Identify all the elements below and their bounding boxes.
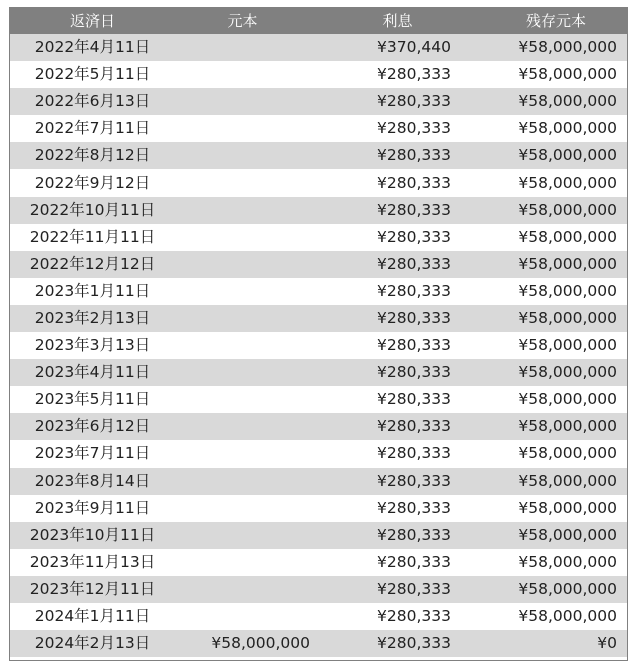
interest-cell: ¥280,333	[377, 308, 451, 327]
balance-cell: ¥58,000,000	[518, 363, 617, 382]
principal-cell	[175, 468, 310, 495]
balance-cell: ¥58,000,000	[518, 65, 617, 84]
table-row	[10, 61, 627, 88]
interest-cell: ¥280,333	[377, 336, 451, 355]
date-cell: 2023年6月12日	[34, 417, 151, 436]
balance-cell: ¥58,000,000	[518, 173, 617, 192]
date-cell: 2023年9月11日	[34, 498, 151, 517]
balance-cell: ¥58,000,000	[518, 498, 617, 517]
date-cell: 2023年11月13日	[29, 552, 156, 571]
table-row	[10, 468, 627, 495]
table-row	[10, 359, 627, 386]
interest-cell: ¥280,333	[377, 579, 451, 598]
date-cell: 2022年6月13日	[34, 92, 151, 111]
date-cell: 2022年10月11日	[29, 200, 156, 219]
interest-cell: ¥280,333	[377, 173, 451, 192]
date-cell: 2022年5月11日	[34, 65, 151, 84]
interest-cell: ¥280,333	[377, 607, 451, 626]
date-cell: 2023年10月11日	[29, 525, 156, 544]
date-cell: 2022年12月12日	[29, 254, 156, 273]
table-row	[10, 169, 627, 196]
interest-cell: ¥280,333	[377, 634, 451, 653]
date-cell: 2022年9月12日	[34, 173, 151, 192]
table-row	[10, 603, 627, 630]
table-row	[10, 34, 627, 61]
principal-cell	[175, 305, 310, 332]
balance-cell: ¥58,000,000	[518, 607, 617, 626]
date-cell: 2024年1月11日	[34, 607, 151, 626]
date-cell: 2023年8月14日	[34, 471, 151, 490]
balance-cell: ¥58,000,000	[518, 525, 617, 544]
interest-cell: ¥280,333	[377, 119, 451, 138]
interest-cell: ¥280,333	[377, 200, 451, 219]
principal-cell	[175, 522, 310, 549]
repayment-table	[10, 8, 627, 657]
principal-cell	[175, 359, 310, 386]
interest-cell: ¥280,333	[377, 363, 451, 382]
balance-cell: ¥58,000,000	[518, 119, 617, 138]
table-row	[10, 522, 627, 549]
header-balance: 残存元本	[525, 12, 586, 30]
repayment-schedule	[9, 7, 628, 661]
balance-cell: ¥58,000,000	[518, 417, 617, 436]
balance-cell: ¥58,000,000	[518, 92, 617, 111]
principal-cell	[175, 61, 310, 88]
balance-cell: ¥58,000,000	[518, 254, 617, 273]
interest-cell: ¥280,333	[377, 471, 451, 490]
header-principal: 元本	[227, 12, 258, 30]
balance-cell: ¥58,000,000	[518, 281, 617, 300]
interest-cell: ¥280,333	[377, 525, 451, 544]
principal-cell	[175, 549, 310, 576]
balance-cell: ¥58,000,000	[518, 552, 617, 571]
date-cell: 2023年12月11日	[29, 579, 156, 598]
principal-cell	[175, 386, 310, 413]
table-header-row	[10, 8, 627, 34]
table-row	[10, 197, 627, 224]
balance-cell: ¥58,000,000	[518, 390, 617, 409]
interest-cell: ¥280,333	[377, 65, 451, 84]
interest-cell: ¥280,333	[377, 498, 451, 517]
principal-cell	[175, 495, 310, 522]
date-cell: 2022年11月11日	[29, 227, 156, 246]
date-cell: 2023年4月11日	[34, 363, 151, 382]
interest-cell: ¥280,333	[377, 444, 451, 463]
header-interest: 利息	[382, 12, 413, 30]
principal-cell	[175, 88, 310, 115]
principal-cell	[175, 332, 310, 359]
table-row	[10, 630, 627, 657]
balance-cell: ¥58,000,000	[518, 200, 617, 219]
table-row	[10, 332, 627, 359]
date-cell: 2023年3月13日	[34, 336, 151, 355]
table-row	[10, 88, 627, 115]
date-cell: 2023年2月13日	[34, 308, 151, 327]
interest-cell: ¥280,333	[377, 390, 451, 409]
table-row	[10, 440, 627, 467]
balance-cell: ¥58,000,000	[518, 444, 617, 463]
balance-cell: ¥58,000,000	[518, 308, 617, 327]
interest-cell: ¥370,440	[377, 38, 451, 57]
interest-cell: ¥280,333	[377, 92, 451, 111]
principal-cell	[175, 142, 310, 169]
principal-cell	[175, 34, 310, 61]
table-row	[10, 549, 627, 576]
table-row	[10, 386, 627, 413]
header-date: 返済日	[69, 12, 115, 30]
balance-cell: ¥58,000,000	[518, 336, 617, 355]
date-cell: 2023年5月11日	[34, 390, 151, 409]
balance-cell: ¥0	[597, 634, 617, 653]
interest-cell: ¥280,333	[377, 417, 451, 436]
principal-cell	[175, 197, 310, 224]
principal-cell	[175, 603, 310, 630]
table-row	[10, 495, 627, 522]
principal-cell: ¥58,000,000	[211, 634, 310, 653]
principal-cell	[175, 440, 310, 467]
principal-cell	[175, 115, 310, 142]
principal-cell	[175, 413, 310, 440]
date-cell: 2023年1月11日	[34, 281, 151, 300]
interest-cell: ¥280,333	[377, 281, 451, 300]
principal-cell	[175, 251, 310, 278]
table-row	[10, 576, 627, 603]
table-row	[10, 115, 627, 142]
date-cell: 2023年7月11日	[34, 444, 151, 463]
table-row	[10, 251, 627, 278]
date-cell: 2022年4月11日	[34, 38, 151, 57]
table-row	[10, 278, 627, 305]
balance-cell: ¥58,000,000	[518, 38, 617, 57]
table-row	[10, 305, 627, 332]
table-row	[10, 224, 627, 251]
date-cell: 2022年8月12日	[34, 146, 151, 165]
interest-cell: ¥280,333	[377, 146, 451, 165]
balance-cell: ¥58,000,000	[518, 579, 617, 598]
date-cell: 2024年2月13日	[34, 634, 151, 653]
principal-cell	[175, 169, 310, 196]
interest-cell: ¥280,333	[377, 254, 451, 273]
principal-cell	[175, 278, 310, 305]
table-row	[10, 413, 627, 440]
interest-cell: ¥280,333	[377, 552, 451, 571]
date-cell: 2022年7月11日	[34, 119, 151, 138]
balance-cell: ¥58,000,000	[518, 146, 617, 165]
table-row	[10, 142, 627, 169]
principal-cell	[175, 576, 310, 603]
balance-cell: ¥58,000,000	[518, 471, 617, 490]
interest-cell: ¥280,333	[377, 227, 451, 246]
balance-cell: ¥58,000,000	[518, 227, 617, 246]
principal-cell	[175, 224, 310, 251]
